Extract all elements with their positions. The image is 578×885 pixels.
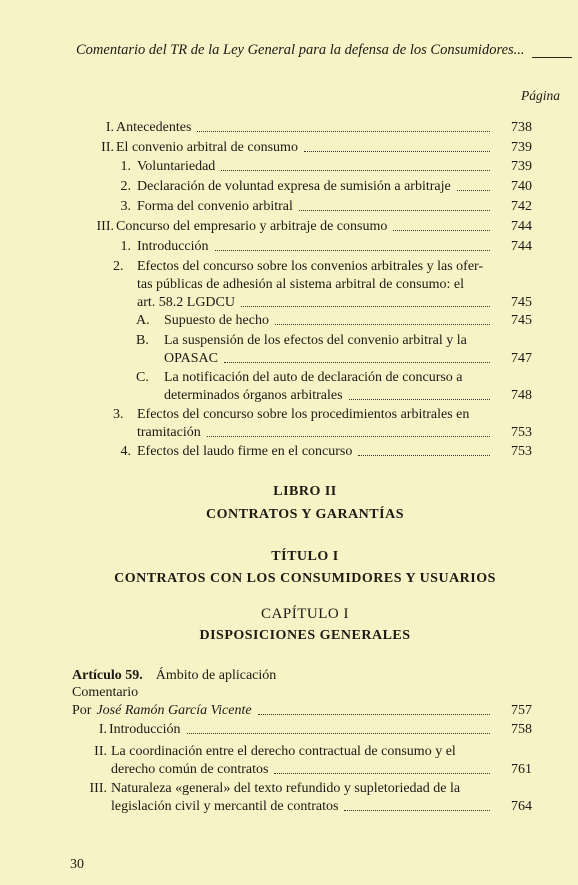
dot-leader (241, 306, 490, 307)
toc-number: B. (136, 333, 149, 348)
toc-label-line: tas públicas de adhesión al sistema arbitral de consumo: el (137, 277, 464, 292)
toc-label: determinados órganos arbitrales (164, 388, 343, 403)
dot-leader (393, 230, 490, 231)
toc-number: 1. (120, 159, 131, 174)
toc-entry (101, 139, 532, 156)
toc-entry (111, 798, 532, 815)
author-name: José Ramón García Vicente (96, 703, 252, 718)
dot-leader (207, 436, 490, 437)
toc-label-line: La coordinación entre el derecho contractual de consumo y el (111, 744, 456, 759)
toc-label-line: La notificación del auto de declaración de concurso a (164, 370, 463, 385)
toc-number: 2. (120, 179, 131, 194)
toc-label: art. 58.2 LGDCU (137, 295, 235, 310)
toc-page: 740 (511, 179, 532, 194)
pagina-label: Página (521, 88, 560, 103)
dot-leader (215, 250, 490, 251)
dot-leader (349, 399, 490, 400)
toc-number: I. (105, 120, 114, 135)
toc-page: 744 (511, 219, 532, 234)
toc-entry (136, 312, 532, 329)
toc-label: Declaración de voluntad expresa de sumisión a arbitraje (137, 179, 451, 194)
toc-entry (98, 721, 532, 738)
running-head: Comentario del TR de la Ley General para la defensa de los Consumidores... (76, 42, 525, 58)
toc-label: Antecedentes (116, 120, 192, 135)
toc-label: El convenio arbitral de consumo (116, 140, 298, 155)
toc-entry (120, 158, 532, 175)
toc-label: Introducción (109, 722, 181, 737)
toc-label: Supuesto de hecho (164, 313, 269, 328)
toc-entry (120, 198, 532, 215)
toc-number: II. (101, 140, 114, 155)
capitulo-title: DISPOSICIONES GENERALES (199, 628, 411, 643)
toc-number: III. (89, 781, 107, 796)
article-number: Artículo 59. (72, 668, 143, 683)
toc-entry (164, 350, 532, 367)
toc-page: 745 (511, 313, 532, 328)
page-folio: 30 (70, 857, 84, 872)
toc-page: 738 (511, 120, 532, 135)
toc-number: III. (96, 219, 114, 234)
dot-leader (457, 190, 490, 191)
toc-label-line: La suspensión de los efectos del convenio arbitral y la (164, 333, 467, 348)
toc-number: 1. (120, 239, 131, 254)
toc-page: 739 (511, 159, 532, 174)
toc-number: I. (98, 722, 107, 737)
dot-leader (224, 362, 490, 363)
toc-number: 3. (120, 199, 131, 214)
toc-label-line: Efectos del concurso sobre los convenios arbitrales y las ofer- (137, 259, 484, 274)
toc-number: 2. (113, 259, 124, 274)
capitulo-heading: CAPÍTULO I (261, 606, 349, 622)
toc-page: 745 (511, 295, 532, 310)
dot-leader (274, 773, 490, 774)
titulo-title: CONTRATOS CON LOS CONSUMIDORES Y USUARIOS (114, 571, 496, 586)
libro-title: CONTRATOS Y GARANTÍAS (206, 507, 404, 522)
toc-label: tramitación (137, 425, 201, 440)
dot-leader (258, 714, 490, 715)
toc-label: OPASAC (164, 351, 218, 366)
toc-label-line: Naturaleza «general» del texto refundido y supletoriedad de la (111, 781, 461, 796)
toc-page: 753 (511, 425, 532, 440)
toc-label: derecho común de contratos (111, 762, 269, 777)
toc-page: 757 (511, 703, 532, 718)
toc-label: Efectos del laudo firme en el concurso (137, 444, 353, 459)
dot-leader (275, 324, 490, 325)
toc-number: A. (136, 313, 150, 328)
toc-page: 744 (511, 239, 532, 254)
toc-page: 739 (511, 140, 532, 155)
dot-leader (299, 210, 490, 211)
toc-label: Introducción (137, 239, 209, 254)
toc-entry (164, 387, 532, 404)
toc-author-entry (72, 702, 532, 719)
por-label: Por (72, 703, 92, 718)
toc-entry (137, 424, 532, 441)
toc-page: 758 (511, 722, 532, 737)
toc-page: 742 (511, 199, 532, 214)
toc-entry (120, 178, 532, 195)
dot-leader (358, 455, 490, 456)
toc-entry (120, 238, 532, 255)
toc-label: Voluntariedad (137, 159, 216, 174)
toc-label: Forma del convenio arbitral (137, 199, 293, 214)
libro-heading: LIBRO II (273, 484, 337, 499)
article-name: Ámbito de aplicación (155, 668, 277, 683)
toc-label-line: Efectos del concurso sobre los procedimientos arbitrales en (137, 407, 470, 422)
toc-entry (137, 294, 532, 311)
toc-label: legislación civil y mercantil de contratos (111, 799, 339, 814)
header-rule (532, 57, 572, 58)
toc-number: 4. (120, 444, 131, 459)
comentario-label: Comentario (72, 685, 139, 700)
toc-page: 748 (511, 388, 532, 403)
toc-entry (96, 218, 532, 235)
dot-leader (304, 151, 490, 152)
toc-entry (120, 443, 532, 460)
toc-number: 3. (113, 407, 124, 422)
article-title (72, 668, 276, 684)
toc-page: 764 (511, 799, 532, 814)
toc-number: C. (136, 370, 149, 385)
dot-leader (344, 810, 490, 811)
toc-page: 761 (511, 762, 532, 777)
dot-leader (197, 131, 490, 132)
toc-page: 747 (511, 351, 532, 366)
titulo-heading: TÍTULO I (271, 549, 339, 564)
toc-entry (111, 761, 532, 778)
toc-page: 753 (511, 444, 532, 459)
toc-number: II. (94, 744, 107, 759)
dot-leader (221, 170, 490, 171)
dot-leader (187, 733, 490, 734)
toc-label: Concurso del empresario y arbitraje de consumo (116, 219, 388, 234)
toc-entry (105, 119, 532, 136)
